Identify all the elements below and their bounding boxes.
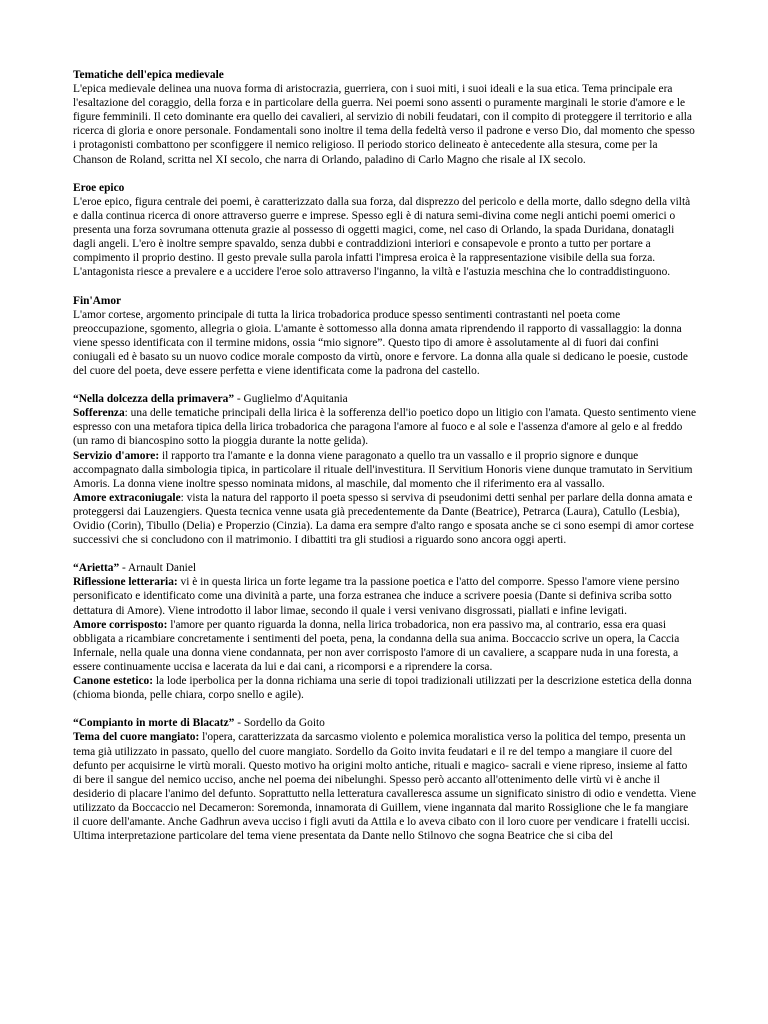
entry-text: l'opera, caratterizzata da sarcasmo violento e polemica moralistica verso la politica del tempo, presenta un tema già utilizzato in passato, quello del cuore mangiato. Sordello da Goito invita feudatari e il re del tempo a mangiare il cuore del defunto per acquisirne le virtù morali. Questo motivo ha origini molto antiche, rituali e magico- sacrali e viene ripreso, insieme al fatto di bere il sangue del nemico ucciso, anche nel poema dei nibelunghi. Spesso però accanto all'ottenimento delle virtù vi è anche il desiderio di placare l'animo del defunto. Soprattutto nella letteratura cavalleresca assume un significato sinistro di odio e vendetta. Viene utilizzato da Boccaccio nel Decameron: Soremonda, innamorata di Guillem, viene ingannata dal marito Rossiglione che le fa mangiare il cuore dell'amante. Anche Gadhrun aveva ucciso i figli avuti da Attila e lo aveva cibato con il loro cuore per vendicare i fratelli uccisi. Ultima interpretazione particolare del tema viene presentata da Dante nello Stilnovo che sogna Beatrice che si ciba del: [73, 731, 697, 843]
section-compianto: [73, 716, 696, 843]
poem-title: “Compianto in morte di Blacatz”: [73, 717, 235, 730]
entry: [73, 406, 696, 448]
entry: [73, 575, 696, 617]
entry-term: Amore extraconiugale: [73, 491, 181, 504]
entry-text: la lode iperbolica per la donna richiama una serie di topoi tradizionali utilizzati per la descrizione estetica della donna (chioma bionda, pelle chiara, corpo snello e agile).: [73, 675, 692, 702]
entry-term: Amore corrisposto:: [73, 618, 168, 631]
poem-title-line: [73, 716, 696, 730]
paragraph: L'eroe epico, figura centrale dei poemi, è caratterizzato dalla sua forza, dal disprezzo del pericolo e della morte, dallo sdegno della viltà e dalla continua ricerca di onore attraverso guerre e imprese. Spesso egli è di natura semi-divina come negli antichi poemi omerici o presenta una forza sovrumana ottenuta grazie al possesso di oggetti magici, come, nel caso di Orlando, la spada Duridana, donatagli dagli angeli. L'ero è inoltre sempre spavaldo, senza dubbi e contraddizioni interiori e consapevole e pronto a tutto per portare a compimento il proprio destino. Il gesto prevale sulla parola infatti l'impresa eroica è la rappresentazione visibile della sua forza. L'antagonista riesce a prevalere e a uccidere l'eroe solo attraverso l'inganno, la viltà e l'astuzia meschina che lo contraddistinguono.: [73, 195, 691, 279]
entry-text: l'amore per quanto riguarda la donna, nella lirica trobadorica, non era passivo ma, al contrario, essa era quasi obbligata a ricambiare concretamente i sentimenti del poeta, pena, la condanna della sua anima. Boccaccio scrive un opera, la Caccia Infernale, nella quale una donna viene condannata, per non aver corrisposto l'amore di un cavaliere, a scappare nuda in una foresta, a essere continuamente uccisa e lacerata da lui e dai cani, a ricomporsi e a riprendere la corsa.: [73, 618, 680, 673]
paragraph: L'amor cortese, argomento principale di tutta la lirica trobadorica produce spesso sentimenti contrastanti nel poeta come preoccupazione, sgomento, allegria o gioia. L'amante è sottomesso alla donna amata riprendendo il rapporto di vassallaggio: la donna viene spesso identificata con il termine midons, ossia “mio signore”. Questo tipo di amore è assolutamente al di fuori dai confini coniugali ed è basato su un nuovo codice morale composto da virtù, onore e fervore. La donna alla quale si dedicano le poesie, custode del cuore del poeta, deve essere perfetta e viene identificata come la padrona del castello.: [73, 308, 688, 377]
section-nella-dolcezza: [73, 392, 696, 547]
poem-title-line: [73, 392, 696, 406]
section-heading: Fin'Amor: [73, 294, 122, 307]
paragraph: L'epica medievale delinea una nuova forma di aristocrazia, guerriera, con i suoi miti, i suoi ideali e la sua etica. Tema principale era l'esaltazione del coraggio, della forza e in particolare della guerra. Nei poemi sono assenti o puramente marginali le storie d'amore e le figure femminili. Il ceto dominante era quello dei cavalieri, al servizio di nobili feudatari, con il compito di proteggere il territorio e alla ricerca di gloria e onore personale. Fondamentali sono inoltre il tema della fedeltà verso il padrone e verso Dio, dal momento che spesso i protagonisti combattono per sconfiggere il nemico religioso. Il periodo storico delineato è antecedente alla stesura, come per la Chanson de Roland, scritta nel XI secolo, che narra di Orlando, paladino di Carlo Magno che risale al IX secolo.: [73, 83, 695, 166]
poem-title: “Arietta”: [73, 562, 120, 575]
entry: [73, 730, 696, 843]
section-fin-amor: [73, 294, 696, 379]
entry: [73, 674, 696, 702]
poem-title-line: [73, 561, 696, 575]
entry-term: Riflessione letteraria:: [73, 576, 178, 589]
entry-term: Sofferenza: [73, 407, 125, 420]
section-heading: Eroe epico: [73, 181, 125, 194]
section-heading: Tematiche dell'epica medievale: [73, 69, 224, 81]
entry-text: : vista la natura del rapporto il poeta spesso si serviva di pseudonimi detti senhal per parlare della donna amata e proteggersi dai Lauzengiers. Questa tecnica venne usata già precedentemente da Dante (Beatrice), Petrarca (Laura), Catullo (Lesbia), Ovidio (Corin), Tibullo (Delia) e Properzio (Cinzia). La dama era sempre d'alto rango e sposata anche se ci sono esempi di amor cortese successivi che si concludono con il matrimonio. I dibattiti tra gli studiosi a riguardo sono ancora oggi aperti.: [73, 491, 694, 547]
section-arietta: [73, 561, 696, 702]
entry-term: Tema del cuore mangiato:: [73, 731, 200, 744]
entry-term: Servizio d'amore:: [73, 449, 160, 462]
poem-title: “Nella dolcezza della primavera”: [73, 393, 235, 406]
poem-author: - Arnault Daniel: [119, 562, 197, 575]
poem-author: - Sordello da Goito: [234, 717, 325, 730]
entry-text: vi è in questa lirica un forte legame tra la passione poetica e l'atto del comporre. Spesso l'amore viene persino personificato e identificato come una divinità a parte, una forza estranea che induce a scrivere poesia (Dante si definiva scriba sotto dettatura di Amore). Viene introdotto il labor limae, secondo il quale i versi venivano disgrossati, piallati e infine levigati.: [73, 576, 680, 617]
entry-text: : una delle tematiche principali della lirica è la sofferenza dell'io poetico dopo un litigio con l'amata. Questo sentimento viene espresso con una metafora tipica della lirica trobadorica che paragona l'amore al fuoco e al sole e l'assenza d'amore al gelo e al freddo (un ramo di biancospino sotto la pioggia durante la notte gelida).: [73, 407, 697, 448]
section-epica-medievale: [73, 68, 696, 167]
entry: [73, 491, 696, 547]
poem-author: - Guglielmo d'Aquitania: [234, 393, 348, 406]
entry-text: il rapporto tra l'amante e la donna viene paragonato a quello tra un vassallo e il proprio signore e dunque accompagnato dalla simbologia tipica, in particolare il rituale dell'investitura. Il Servitium Honoris viene dunque tramutato in Servitium Amoris. La donna viene inoltre spesso nominata midons, al maschile, dal momento che il riferimento era al vassallo.: [73, 449, 693, 490]
entry: [73, 618, 696, 674]
entry-term: Canone estetico:: [73, 675, 154, 688]
section-eroe-epico: [73, 181, 696, 280]
entry: [73, 449, 696, 491]
